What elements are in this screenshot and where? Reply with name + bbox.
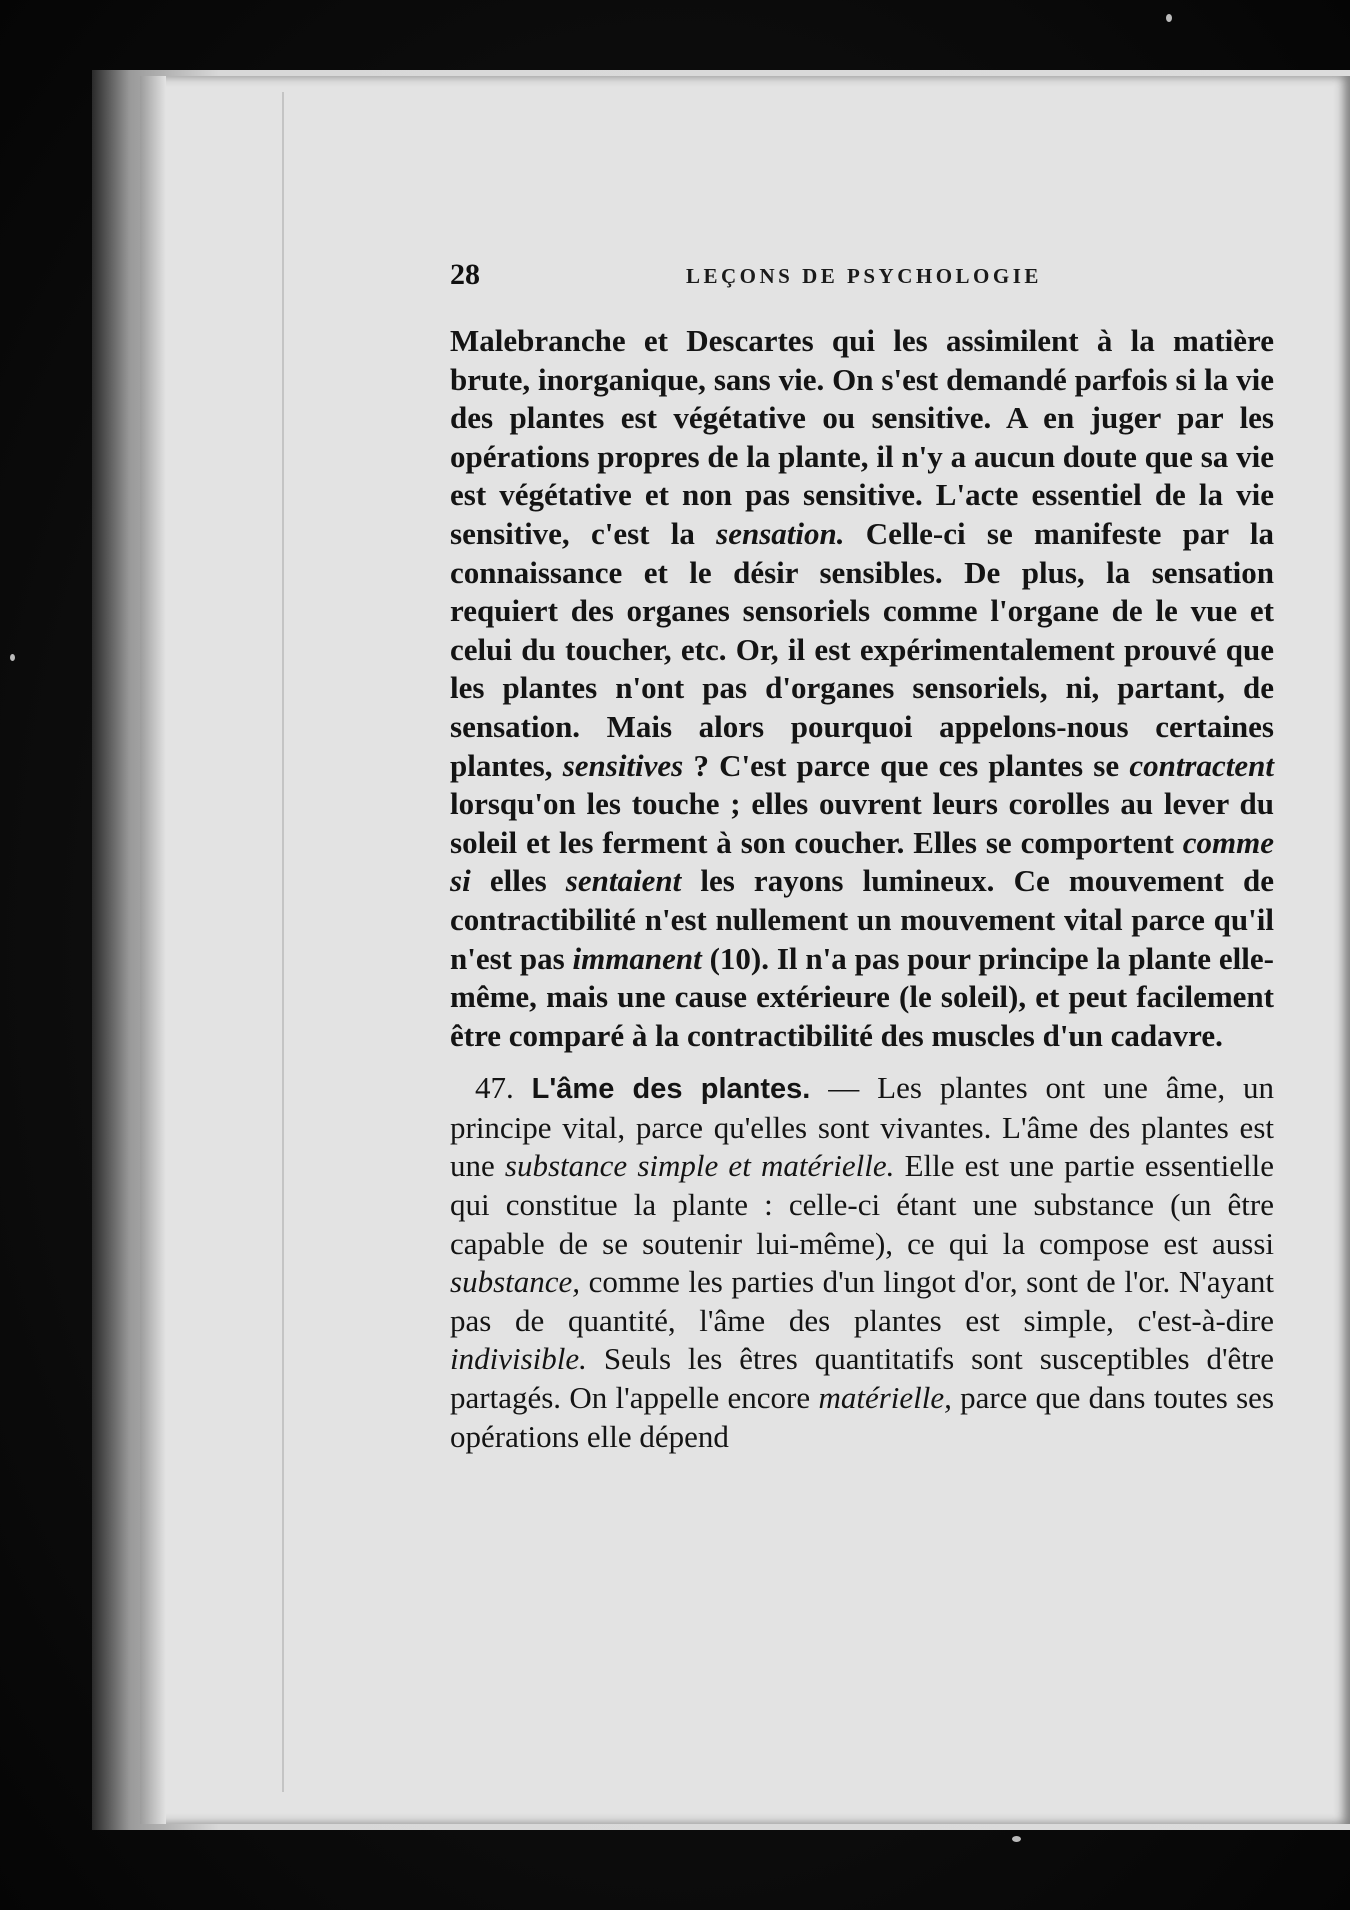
section-heading: L'âme des plantes. — [531, 1073, 811, 1106]
text-run: elles — [470, 863, 566, 899]
text-run: Elle est une partie essentielle qui constitue la plante : celle-ci étant une substance (un être capable de se soutenir lui-même), ce qui la compose est aussi — [450, 1148, 1274, 1261]
paragraph-plants-sensation — [450, 322, 1274, 1055]
italic-term: comme si — [450, 824, 1274, 899]
page-body — [450, 322, 1274, 1456]
italic-term: substance simple et matérielle. — [504, 1148, 895, 1184]
text-run: comme les parties d'un lingot d'or, sont de l'or. N'ayant pas de quantité, l'âme des plantes est simple, c'est-à-dire — [450, 1264, 1274, 1338]
text-run: les rayons lumineux. Ce mouvement de contractibilité n'est nullement un mouvement vital parce qu'il n'est pas — [450, 863, 1274, 976]
em-dash: — — [810, 1070, 878, 1106]
italic-term: contractent — [1129, 747, 1274, 783]
italic-term: sensitives — [562, 747, 684, 783]
italic-term: sentaient — [565, 863, 682, 899]
dust-speck — [1166, 14, 1172, 22]
text-run: parce que dans toutes ses opérations elle dépend — [450, 1380, 1275, 1454]
paragraph-soul-of-plants — [450, 1069, 1274, 1456]
text-run: Malebranche et Descartes qui les assimilent à la matière brute, inorganique, sans vie. On s'est demandé parfois si la vie des plantes est végétative ou sensitive. A en juger par les opérations propres de la plante, il n'y a aucun doute que sa vie est végétative et non pas sensitive. L'acte essentiel de la vie sensitive, c'est la — [450, 323, 1274, 551]
page-number: 28 — [450, 258, 480, 291]
running-header — [450, 258, 1276, 298]
text-run: (10). Il n'a pas pour principe la plante elle-même, mais une cause extérieure (le soleil), et peut facilement être comparé à la contractibilité des muscles d'un cadavre. — [450, 940, 1274, 1053]
text-run: Les plantes ont une âme, un principe vital, parce qu'elles sont vivantes. L'âme des plantes est une — [450, 1070, 1275, 1184]
text-run: Celle-ci se manifeste par la connaissance et le désir sensibles. De plus, la sensation requiert des organes sensoriels comme l'organe de le vue et celui du toucher, etc. Or, il est expérimentalement prouvé que les plantes n'ont pas d'organes sensoriels, ni, partant, de sensation. Mais alors pourquoi appelons-nous certaines plantes, — [450, 515, 1275, 783]
text-run: ? C'est parce que ces plantes se — [683, 747, 1130, 783]
dust-speck — [1012, 1836, 1021, 1842]
italic-term: sensation. — [716, 515, 845, 551]
page-fold-line — [282, 92, 284, 1792]
section-number: 47. — [475, 1070, 514, 1106]
italic-term: immanent — [572, 940, 702, 976]
text-run: Seuls les êtres quantitatifs sont susceptibles d'être partagés. On l'appelle encore — [450, 1341, 1274, 1416]
italic-term: substance, — [450, 1264, 581, 1300]
italic-term: indivisible. — [450, 1341, 587, 1377]
dust-speck — [10, 654, 15, 661]
italic-term: matérielle, — [818, 1380, 952, 1416]
text-run: lorsqu'on les touche ; elles ouvrent leurs corolles au lever du soleil et les ferment à son coucher. Elles se comportent — [450, 786, 1274, 860]
running-title: LEÇONS DE PSYCHOLOGIE — [686, 264, 1042, 288]
